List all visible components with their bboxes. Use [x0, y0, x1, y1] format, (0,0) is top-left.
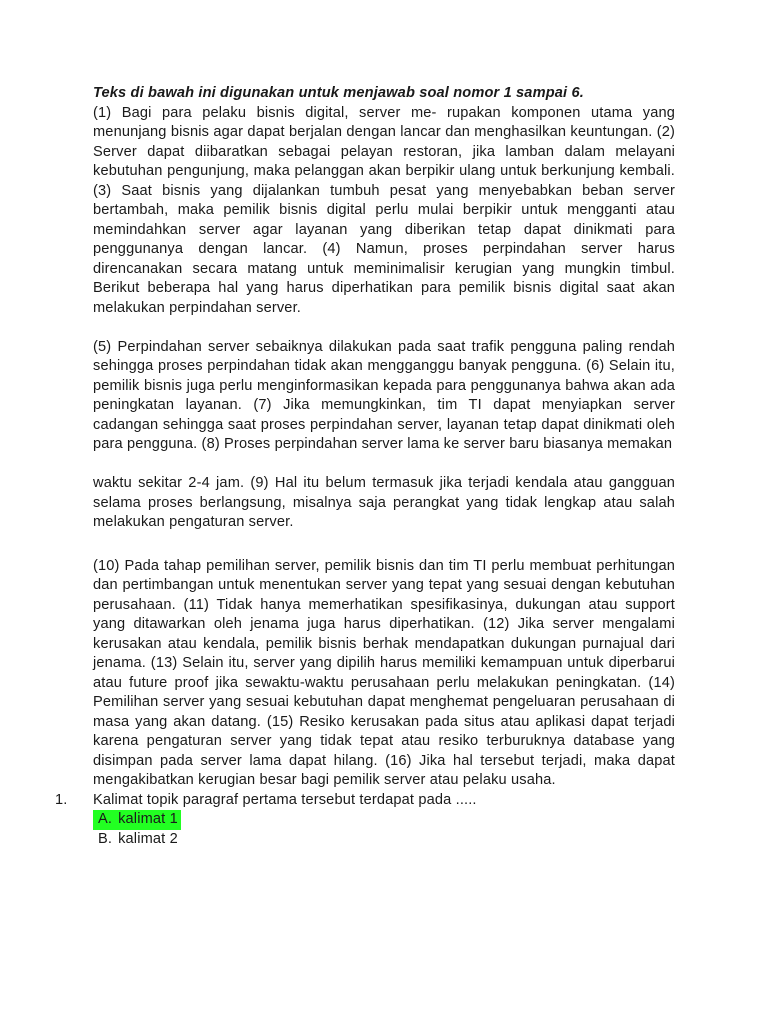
option-letter: B.: [98, 830, 113, 847]
question-number: 1.: [55, 791, 68, 808]
option-letter: A.: [98, 811, 113, 827]
option-a[interactable]: [93, 810, 675, 830]
paragraph-4: (10) Pada tahap pemilihan server, pemilik bisnis dan tim TI perlu membuat perhitungan dan pertimbangan untuk menentukan server yang tepat yang sesuai dengan kebutuhan perusahaan. (11) Tidak hanya memerhatikan spesifikasinya, dukungan atau support yang ditawarkan oleh jenama juga harus diperhatikan. (12) Jika server mengalami kerusakan atau kendala, pemilik bisnis berhak mendapatkan dukungan purnajual dari jenama. (13) Selain itu, server yang dipilih harus memiliki kemampuan untuk diperbarui atau future proof jika sewaktu-waktu perusahaan perlu melakukan peningkatan. (14) Pemilihan server yang sesuai kebutuhan dapat menghemat pengeluaran perusahaan di masa yang akan datang. (15) Resiko kerusakan pada situs atau aplikasi dapat terjadi karena pengaturan server yang tidak tepat atau resiko terburuknya database yang disimpan pada server lama dapat hilang. (16) Jika hal tersebut terjadi, maka dapat mengakibatkan kerugian besar bagi pemilik server atau pelaku usaha.: [93, 557, 675, 788]
document-page: [55, 84, 675, 849]
paragraph-spacer: [93, 455, 675, 475]
paragraph-3: waktu sekitar 2-4 jam. (9) Hal itu belum termasuk jika terjadi kendala atau gangguan selama proses berlangsung, misalnya saja perangkat yang tidak lengkap atau salah melakukan pengaturan server.: [93, 475, 675, 530]
paragraph-spacer: [93, 533, 675, 557]
question-1: [55, 791, 675, 850]
paragraph-2: (5) Perpindahan server sebaiknya dilakukan pada saat trafik pengguna paling rendah sehingga proses perpindahan tidak akan mengganggu banyak pengguna. (6) Selain itu, pemilik bisnis juga perlu menginformasikan kepada para penggunanya bahwa akan ada peningkatan layanan. (7) Jika memungkinkan, tim TI dapat menyiapkan server cadangan sehingga saat proses perpindahan server, layanan tetap dapat dinikmati oleh para pengguna. (8) Proses perpindahan server lama ke server baru biasanya memakan: [93, 338, 675, 452]
paragraph-spacer: [93, 318, 675, 338]
intro-text: Teks di bawah ini digunakan untuk menjawab soal nomor 1 sampai 6.: [93, 85, 584, 101]
question-text: Kalimat topik paragraf pertama tersebut terdapat pada .....: [93, 791, 477, 808]
option-b-body: [93, 830, 181, 850]
option-a-highlight: [93, 810, 181, 830]
paragraph-1: (1) Bagi para pelaku bisnis digital, server me- rupakan komponen utama yang menunjang bisnis agar dapat berjalan dengan lancar dan menghasilkan keuntungan. (2) Server dapat diibaratkan sebagai pelayan restoran, jika lamban dalam melayani kebutuhan pengunjung, maka pelanggan akan berpikir ulang untuk berkunjung kembali. (3) Saat bisnis yang dijalankan tumbuh pesat yang menyebabkan beban server bertambah, maka pemilik bisnis digital perlu mulai berpikir untuk mengganti atau memindahkan server agar layanan yang diberikan tetap dapat dinikmati para penggunanya dengan lancar. (4) Namun, proses perpindahan server harus direncanakan secara matang untuk meminimalisir kerugian yang mungkin timbul. Berikut beberapa hal yang harus diperhatikan para pemilik bisnis digital saat akan melakukan perpindahan server.: [93, 104, 675, 316]
answer-options: [93, 810, 675, 849]
option-text: kalimat 1: [118, 811, 178, 827]
option-text: kalimat 2: [118, 830, 178, 847]
option-b[interactable]: [93, 830, 675, 850]
